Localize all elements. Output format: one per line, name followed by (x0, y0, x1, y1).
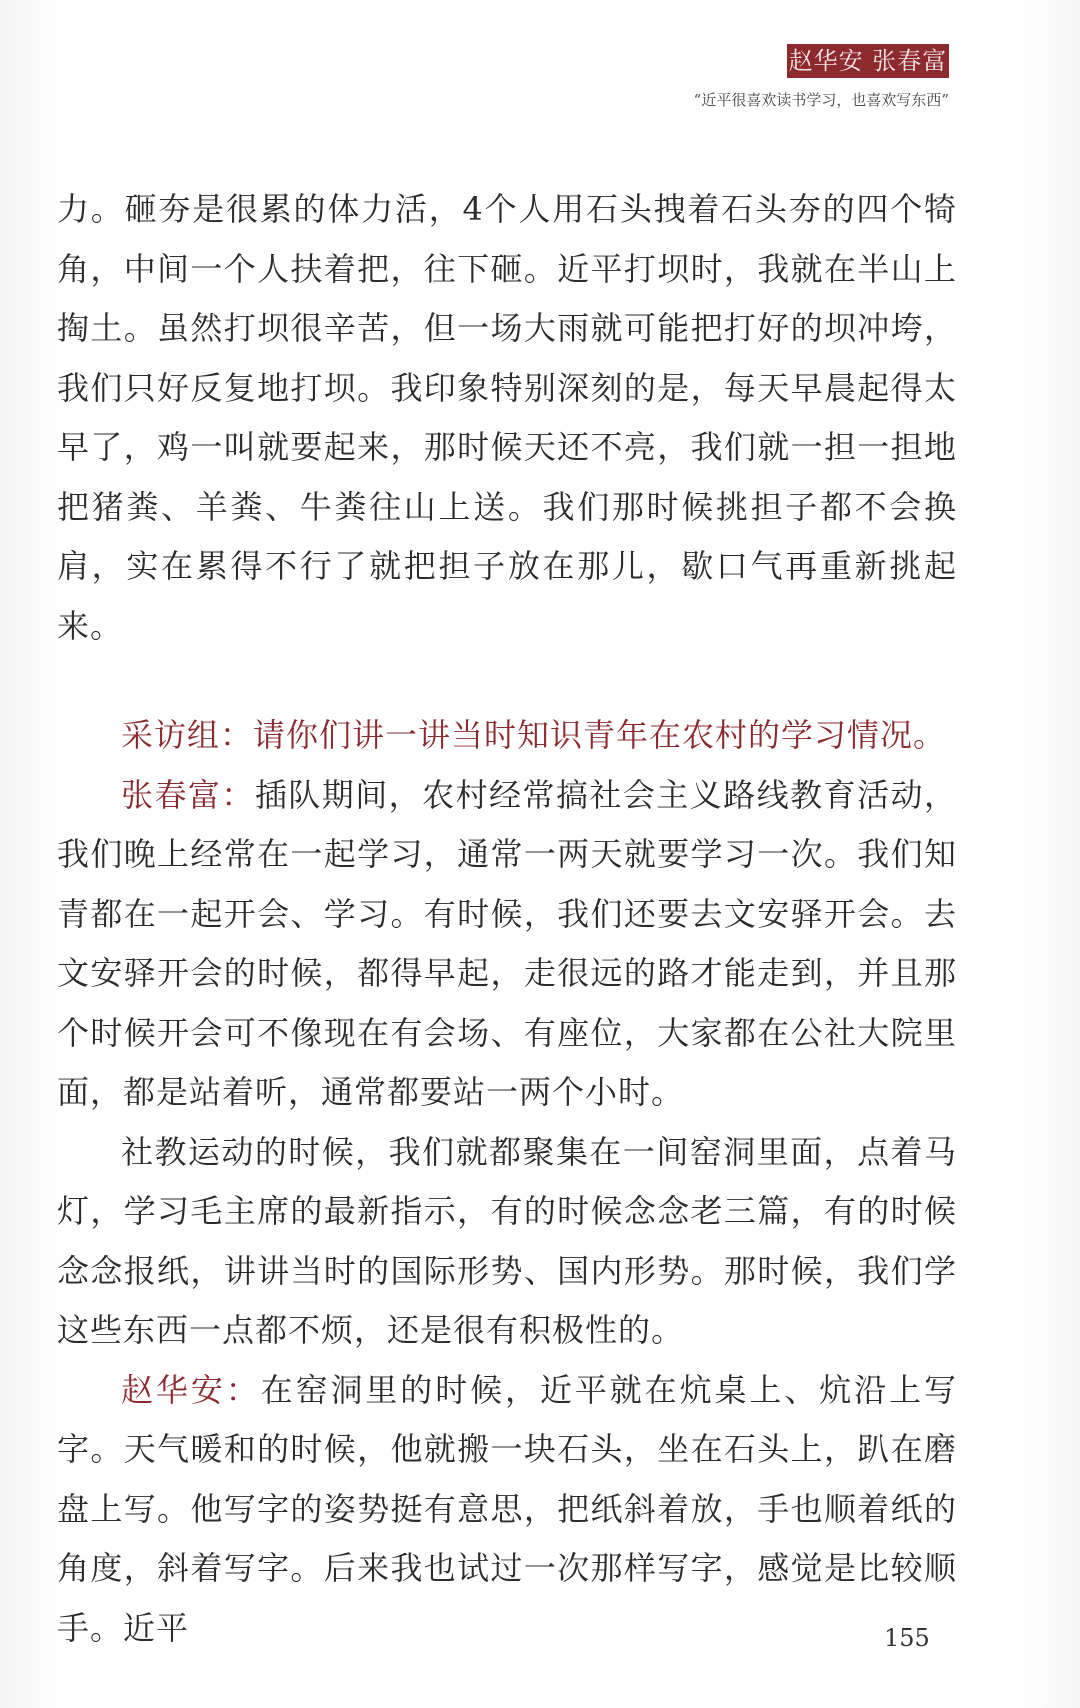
page-number: 155 (884, 1624, 930, 1652)
interview-question: 采访组：请你们讲一讲当时知识青年在农村的学习情况。 (121, 716, 947, 754)
paragraph-social-education: 社教运动的时候，我们就都聚集在一间窑洞里面，点着马灯，学习毛主席的最新指示，有的时候念念老三篇，有的时候念念报纸，讲讲当时的国际形势、国内形势。那时候，我们学这些东西一点都不烦，还是很有积极性的。 (57, 1132, 957, 1349)
zhao-text: 在窑洞里的时候，近平就在炕桌上、炕沿上写字。天气暖和的时候，他就搬一块石头，坐在石头上，趴在磨盘上写。他写字的姿势挺有意思，把纸斜着放，手也顺着纸的角度，斜着写字。后来我也试过一次那样写字，感觉是比较顺手。近平 (57, 1370, 957, 1647)
speaker-zhao: 赵华安： (121, 1370, 261, 1409)
paragraph-continuation: 力。砸夯是很累的体力活，4个人用石头拽着石头夯的四个犄角，中间一个人扶着把，往下砸。近平打坝时，我就在半山上掏土。虽然打坝很辛苦，但一场大雨就可能把打好的坝冲垮，我们只好反复地打坝。我印象特别深刻的是，每天早晨起得太早了，鸡一叫就要起来，那时候天还不亮，我们就一担一担地把猪粪、羊粪、牛粪往山上送。我们那时候挑担子都不会换肩，实在累得不行了就把担子放在那儿，歇口气再重新挑起来。 (57, 190, 957, 645)
page-body (57, 180, 957, 1658)
paragraph-zhao (57, 1361, 957, 1659)
paragraph-zhang (57, 766, 957, 1123)
speaker-zhang: 张春富： (121, 775, 255, 814)
zhang-text: 插队期间，农村经常搞社会主义路线教育活动，我们晚上经常在一起学习，通常一两天就要学习一次。我们知青都在一起开会、学习。有时候，我们还要去文安驿开会。去文安驿开会的时候，都得早起，走很远的路才能走到，并且那个时候开会可不像现在有会场、有座位，大家都在公社大院里面，都是站着听，通常都要站一两个小时。 (57, 775, 957, 1111)
header-authors-banner: 赵华安 张春富 (787, 44, 949, 78)
header-quote: “近平很喜欢读书学习，也喜欢写东西” (693, 91, 949, 109)
